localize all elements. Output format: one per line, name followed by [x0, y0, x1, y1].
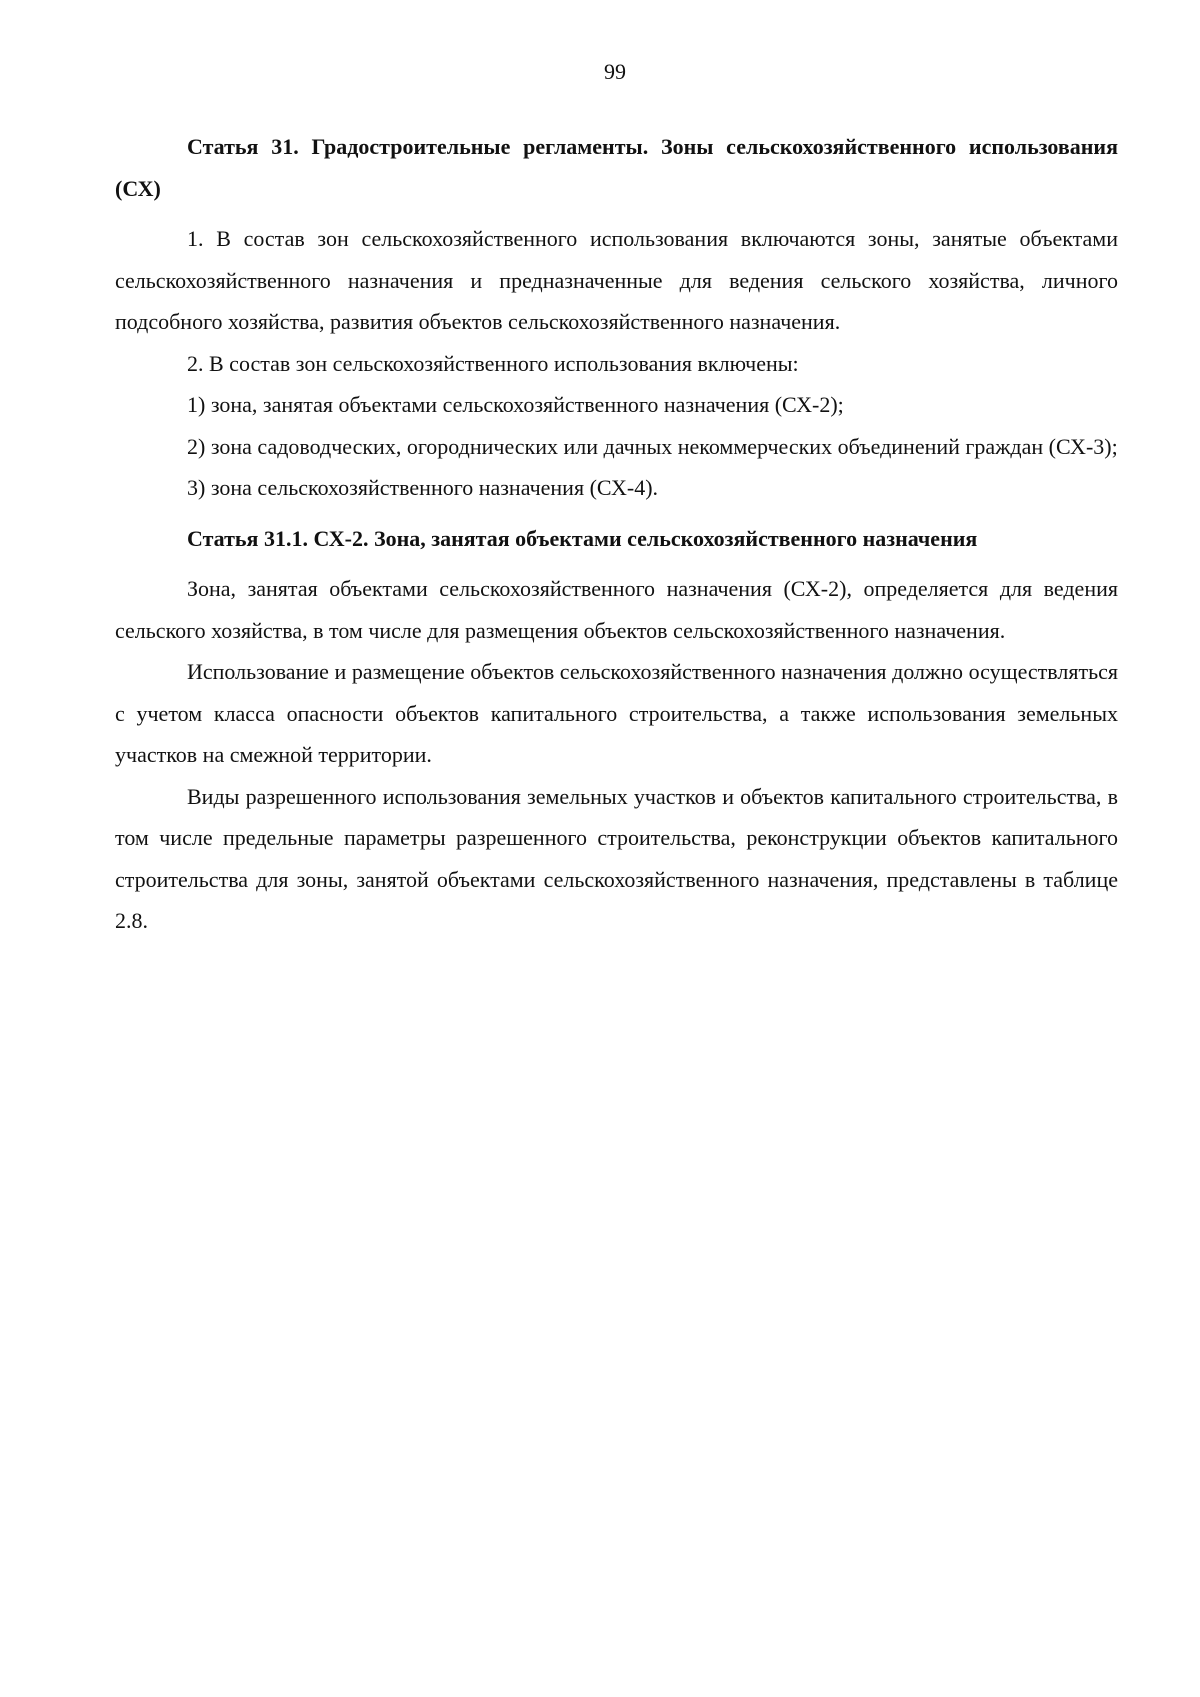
article-31-paragraph-1: 1. В состав зон сельскохозяйственного использования включаются зоны, занятые объектами сельскохозяйственного назначения и предназначенные для ведения сельского хозяйства, личного подсобного хозяйства, развития объектов сельскохозяйственного назначения. [115, 226, 1118, 334]
article-31-list-item-2: 2) зона садоводческих, огороднических или дачных некоммерческих объединений граждан (СХ-3); [187, 433, 1118, 459]
article-31-list-item-1: 1) зона, занятая объектами сельскохозяйственного назначения (СХ-2); [187, 392, 844, 417]
page-content [115, 126, 1118, 942]
article-31-1-paragraph-3: Виды разрешенного использования земельных участков и объектов капитального строительства, в том числе предельные параметры разрешенного строительства, реконструкции объектов капитального строительства для зоны, занятой объектами сельскохозяйственного назначения, представлены в таблице 2.8. [115, 783, 1118, 933]
page-number: 99 [604, 59, 626, 84]
article-31-1-paragraph-1: Зона, занятая объектами сельскохозяйственного назначения (СХ-2), определяется для ведения сельского хозяйства, в том числе для размещения объектов сельскохозяйственного назначения. [115, 576, 1118, 643]
article-31-heading: Статья 31. Градостроительные регламенты. Зоны сельскохозяйственного использования (СХ) [115, 134, 1118, 201]
article-31-paragraph-2: 2. В состав зон сельскохозяйственного использования включены: [187, 350, 799, 376]
article-31-1-paragraph-2: Использование и размещение объектов сельскохозяйственного назначения должно осуществляться с учетом класса опасности объектов капитального строительства, а также использования земельных участков на смежной территории. [115, 659, 1118, 767]
article-31-list-item-3: 3) зона сельскохозяйственного назначения (СХ-4). [187, 475, 659, 500]
article-31-1-heading: Статья 31.1. СХ-2. Зона, занятая объектами сельскохозяйственного назначения [187, 525, 978, 551]
